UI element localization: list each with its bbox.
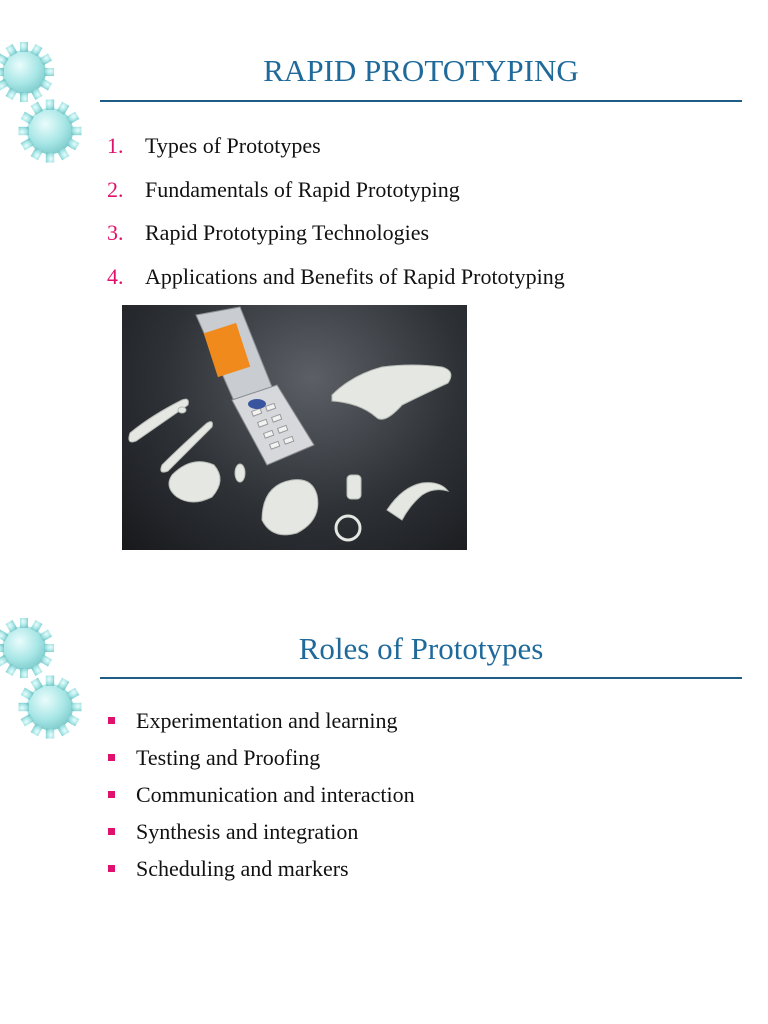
title-divider [100, 100, 742, 102]
slide-title: Roles of Prototypes [298, 631, 544, 666]
list-item [107, 168, 565, 212]
gears-icon [0, 36, 90, 176]
item-number: 4. [107, 263, 124, 289]
item-text: Fundamentals of Rapid Prototyping [145, 176, 460, 202]
flip-phone-icon [196, 307, 314, 465]
slide-title: RAPID PROTOTYPING [263, 53, 579, 88]
bullet-icon [108, 717, 115, 724]
slide-roles-of-prototypes [0, 576, 768, 1024]
title-divider [100, 677, 742, 679]
bullet-icon [108, 791, 115, 798]
list-item [107, 255, 565, 299]
bullet-icon [108, 754, 115, 761]
list-item [107, 124, 565, 168]
item-text: Scheduling and markers [136, 856, 349, 881]
item-number: 3. [107, 220, 124, 245]
list-item [108, 776, 415, 813]
item-text: Applications and Benefits of Rapid Prototyping [145, 263, 565, 289]
gears-icon [0, 612, 90, 752]
item-text: Experimentation and learning [136, 708, 398, 733]
bullet-icon [108, 865, 115, 872]
item-number: 1. [107, 133, 124, 158]
item-text: Testing and Proofing [136, 745, 321, 770]
list-item [108, 702, 415, 739]
item-number: 2. [107, 176, 124, 202]
item-text: Types of Prototypes [145, 133, 321, 158]
item-text: Communication and interaction [136, 782, 415, 807]
topic-list [107, 124, 565, 298]
item-text: Synthesis and integration [136, 819, 359, 844]
list-item [108, 739, 415, 776]
prototype-photo [122, 305, 467, 550]
roles-list [108, 702, 415, 887]
list-item [108, 850, 415, 887]
bullet-icon [108, 828, 115, 835]
list-item [107, 211, 565, 255]
item-text: Rapid Prototyping Technologies [145, 220, 430, 245]
list-item [108, 813, 415, 850]
